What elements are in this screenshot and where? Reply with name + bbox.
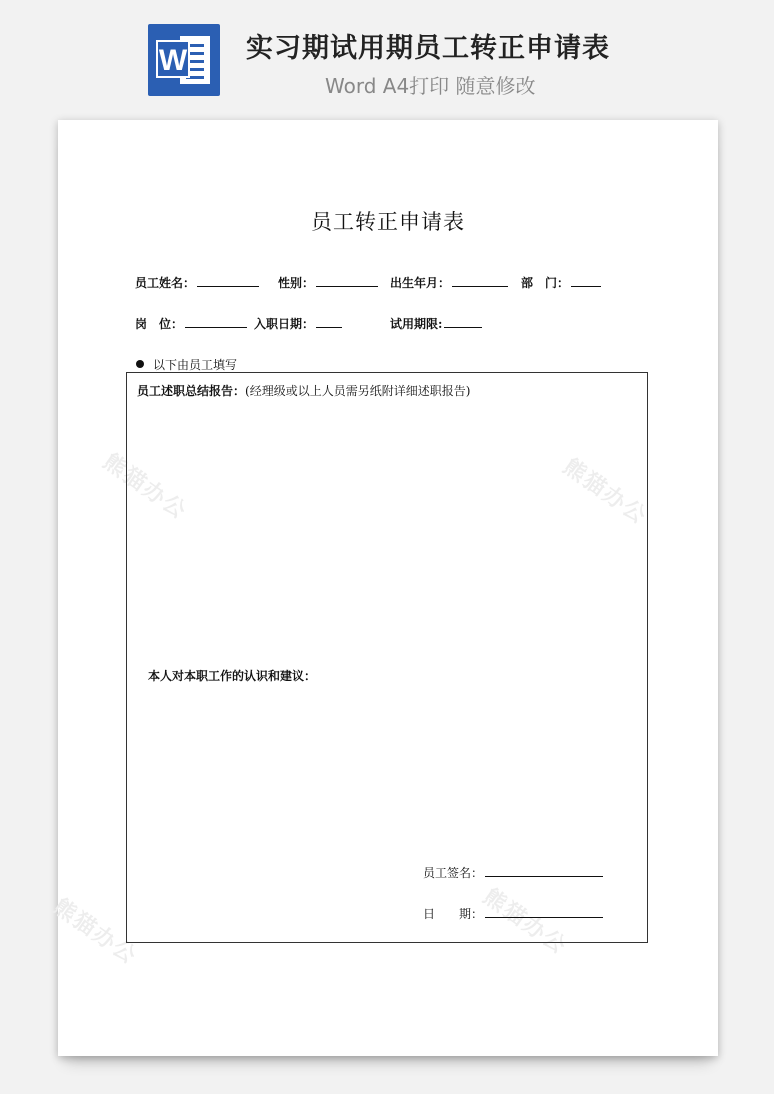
bullet-icon [136, 360, 144, 368]
field-hire-date[interactable] [254, 315, 342, 332]
field-probation-period[interactable] [390, 315, 482, 332]
section-note [136, 356, 237, 373]
word-app-icon [148, 24, 220, 96]
signature-label: 员工签名： [423, 866, 484, 880]
word-icon-letter: W [156, 40, 190, 78]
field-label: 岗 位： [135, 317, 184, 331]
document-page [48, 120, 718, 1056]
date-line[interactable] [485, 905, 603, 918]
fill-line[interactable] [185, 315, 247, 328]
field-position[interactable] [135, 315, 247, 332]
field-label: 试用期限: [390, 317, 443, 331]
watermark: 熊猫办公 [478, 883, 572, 960]
document-title: 员工转正申请表 [311, 210, 465, 234]
employee-signature-field[interactable] [423, 864, 603, 881]
field-label: 部 门： [521, 276, 570, 290]
field-label: 员工姓名： [135, 276, 196, 290]
field-gender[interactable] [278, 274, 378, 291]
fill-line[interactable] [444, 315, 482, 328]
fill-line[interactable] [316, 315, 342, 328]
field-birth-date[interactable] [390, 274, 508, 291]
fill-line[interactable] [197, 274, 259, 287]
watermark: 熊猫办公 [558, 453, 652, 530]
fill-line[interactable] [571, 274, 601, 287]
date-field[interactable] [423, 905, 603, 922]
banner-subtitle: Word A4打印 随意修改 [325, 74, 536, 98]
signature-line[interactable] [485, 864, 603, 877]
report-hint: (经理级或以上人员需另纸附详细述职报告) [245, 384, 471, 398]
date-label: 日 期： [423, 907, 484, 921]
field-department[interactable] [521, 274, 601, 291]
banner-title: 实习期试用期员工转正申请表 [246, 33, 610, 64]
employee-fill-box[interactable] [126, 372, 648, 943]
opinion-label: 本人对本职工作的认识和建议： [148, 669, 317, 683]
field-label: 性别： [278, 276, 315, 290]
report-heading [137, 382, 470, 399]
watermark: 熊猫办公 [98, 448, 192, 525]
fill-line[interactable] [452, 274, 508, 287]
note-text: 以下由员工填写 [153, 358, 238, 372]
fill-line[interactable] [316, 274, 378, 287]
field-label: 入职日期： [254, 317, 315, 331]
report-label: 员工述职总结报告： [137, 384, 246, 398]
watermark: 熊猫办公 [48, 893, 142, 970]
field-employee-name[interactable] [135, 274, 259, 291]
banner-header [0, 0, 774, 118]
field-label: 出生年月： [390, 276, 451, 290]
